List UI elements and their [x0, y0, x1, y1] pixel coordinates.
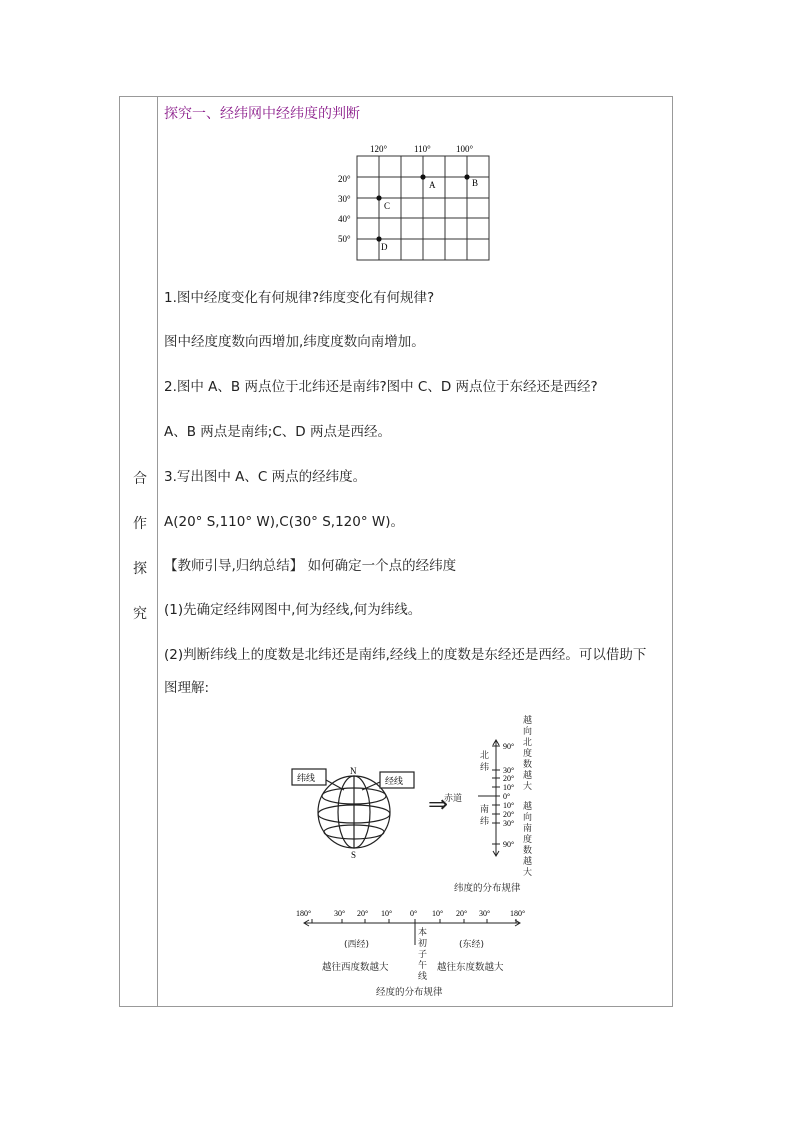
point-a-label: A [429, 180, 436, 190]
prime-meridian-label: 本初子午线 [418, 928, 428, 982]
equator-label: 赤道 [444, 794, 463, 804]
graticule-diagram [330, 138, 500, 268]
lat-tick-south: 30° [503, 819, 515, 828]
point-a-dot [420, 174, 425, 179]
point-c-dot [376, 195, 381, 200]
globe-diagram [288, 762, 428, 862]
north-label: N [350, 766, 357, 776]
side-label-char: 作 [133, 516, 147, 532]
lat-tick-north: 20° [503, 774, 515, 783]
north-note: 越向北度数越大 [523, 716, 533, 792]
south-label: S [351, 850, 357, 860]
lat-tick-south: 90° [503, 840, 515, 849]
grid-left-label: 40° [338, 214, 351, 224]
longitude-scale [290, 905, 540, 945]
lat-tick-north: 10° [503, 783, 515, 792]
north-lat-label: 北纬 [480, 751, 490, 773]
column-divider [157, 96, 158, 1007]
point-c-label: C [384, 201, 391, 211]
lon-tick: 30° [479, 909, 491, 918]
lon-tick: 30° [334, 909, 346, 918]
side-label-char: 究 [133, 606, 147, 622]
answer-2: A、B 两点是南纬;C、D 两点是西经。 [164, 424, 391, 440]
grid-left-label: 20° [338, 174, 351, 184]
lon-caption: 经度的分布规律 [376, 987, 443, 998]
lon-tick: 20° [456, 909, 468, 918]
grid-top-label: 110° [414, 144, 431, 154]
west-note: 越往西度数越大 [322, 962, 389, 973]
lat-tick-zero: 0° [503, 792, 511, 801]
question-1: 1.图中经度变化有何规律?纬度变化有何规律? [164, 290, 435, 306]
lat-tick-north: 90° [503, 742, 515, 751]
point-2-line-1: (2)判断纬线上的度数是北纬还是南纬,经线上的度数是东经还是西经。可以借助下 [164, 647, 647, 663]
south-note: 越向南度数越大 [523, 802, 533, 878]
point-b-label: B [472, 178, 479, 188]
implies-arrow: ⇒ [428, 790, 449, 818]
lon-tick: 180° [296, 909, 312, 918]
teacher-guide: 【教师引导,归纳总结】 如何确定一个点的经纬度 [164, 558, 457, 574]
east-label: (东经) [459, 940, 485, 950]
answer-3: A(20° S,110° W),C(30° S,120° W)。 [164, 514, 404, 530]
label-jingxian: 经线 [385, 777, 404, 787]
point-2-line-2: 图理解: [164, 680, 210, 696]
lon-tick: 20° [357, 909, 369, 918]
question-2: 2.图中 A、B 两点位于北纬还是南纬?图中 C、D 两点位于东经还是西经? [164, 379, 598, 395]
point-b-dot [464, 174, 469, 179]
answer-1: 图中经度度数向西增加,纬度度数向南增加。 [164, 334, 425, 350]
east-note: 越往东度数越大 [437, 962, 504, 973]
grid-left-label: 30° [338, 194, 351, 204]
point-d-label: D [381, 242, 388, 252]
lon-tick: 10° [381, 909, 393, 918]
side-label-char: 合 [133, 471, 147, 487]
label-weixian: 纬线 [297, 774, 316, 784]
grid-left-label: 50° [338, 234, 351, 244]
lat-tick-south: 20° [503, 810, 515, 819]
south-lat-label: 南纬 [480, 805, 490, 827]
grid-top-label: 120° [370, 144, 388, 154]
point-d-dot [376, 236, 381, 241]
side-label-char: 探 [133, 561, 147, 577]
section-heading: 探究一、经纬网中经纬度的判断 [164, 106, 360, 122]
lon-tick: 0° [410, 909, 418, 918]
lon-tick: 180° [510, 909, 526, 918]
lat-tick-north: 30° [503, 766, 515, 775]
west-label: (西经) [344, 940, 370, 950]
grid-top-label: 100° [456, 144, 474, 154]
question-3: 3.写出图中 A、C 两点的经纬度。 [164, 469, 367, 485]
point-1: (1)先确定经纬网图中,何为经线,何为纬线。 [164, 602, 422, 618]
lon-tick: 10° [432, 909, 444, 918]
lat-tick-south: 10° [503, 801, 515, 810]
lat-caption: 纬度的分布规律 [454, 883, 521, 894]
